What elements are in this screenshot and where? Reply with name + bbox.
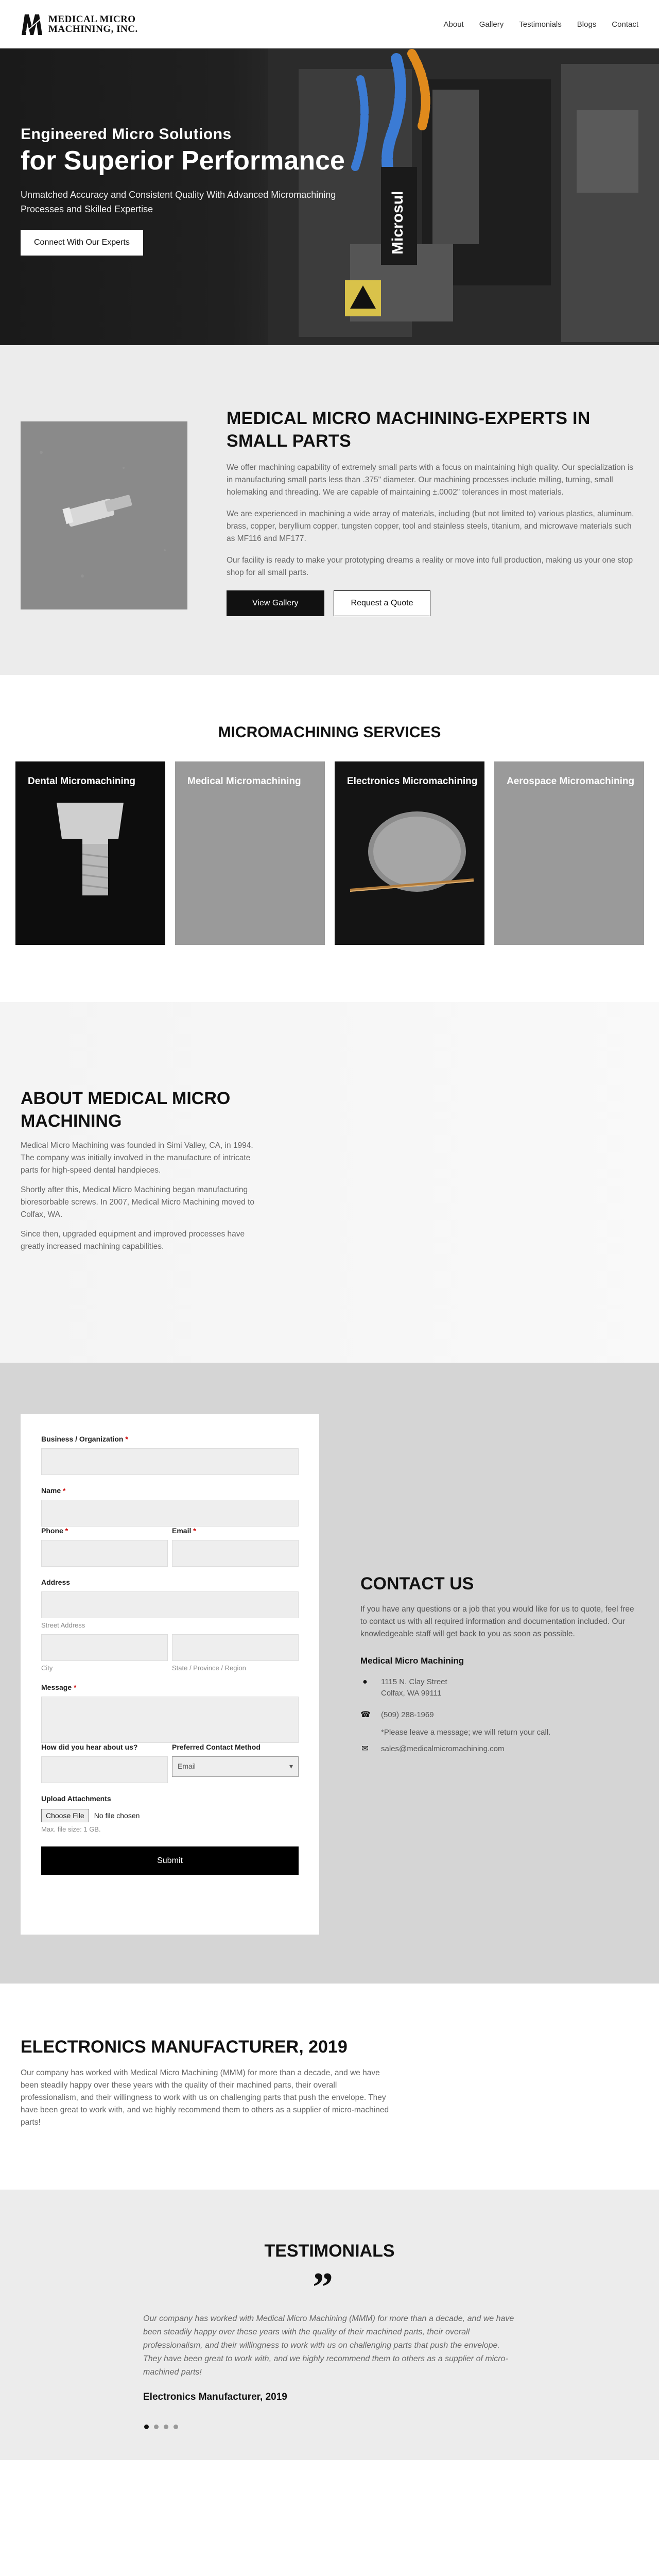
- preferred-label: Preferred Contact Method: [172, 1743, 261, 1751]
- city-sublabel: City: [41, 1664, 53, 1672]
- nav-blogs[interactable]: Blogs: [577, 20, 597, 29]
- about-paragraph-2: Shortly after this, Medical Micro Machining began manufacturing bioresorbable screws. In 2007, Medical Micro Machining moved to Colfax, WA.: [21, 1185, 255, 1219]
- contact-address-2: Colfax, WA 99111: [381, 1689, 442, 1698]
- no-file-text: No file chosen: [94, 1811, 140, 1820]
- slider-dot-3[interactable]: [164, 2425, 168, 2429]
- testimonial-text: Our company has worked with Medical Micro Machining (MMM) for more than a decade, and we have been steadily happy over these years with the quality of their machined parts, their overall professionalism, and their willingness to work with us on challenging parts that push the envelope. They have been great to work with, and we highly recommend them to others as a supplier of micro-machined parts!: [143, 2314, 514, 2377]
- chevron-down-icon: ▾: [289, 1762, 293, 1770]
- nav-contact[interactable]: Contact: [612, 20, 638, 29]
- hear-label: How did you hear about us?: [41, 1743, 138, 1751]
- business-input[interactable]: [41, 1448, 299, 1475]
- hero-title-line2: for Superior Performance: [21, 146, 345, 176]
- contact-note: *Please leave a message; we will return your call.: [381, 1728, 551, 1737]
- view-gallery-button[interactable]: View Gallery: [227, 590, 324, 616]
- footer: [0, 2460, 659, 2576]
- card-aerospace-label: Aerospace Micromachining: [507, 776, 635, 787]
- electronics-text: Our company has worked with Medical Micro Machining (MMM) for more than a decade, and we have been steadily happy over these years with the quality of their machined parts, their overall professionalism, and their willingness to work with us on challenging parts that push the envelope. They have been great to work with, and we highly recommend them to others as a supplier of micro-machined parts!: [21, 2069, 389, 2127]
- services-section: [0, 675, 659, 1002]
- state-sublabel: State / Province / Region: [172, 1664, 246, 1672]
- electronics-section: [0, 1984, 659, 2190]
- nav-testimonials[interactable]: Testimonials: [519, 20, 562, 29]
- submit-button[interactable]: Submit: [41, 1846, 299, 1875]
- nav-gallery[interactable]: Gallery: [479, 20, 504, 29]
- contact-phone[interactable]: (509) 288-1969: [381, 1710, 434, 1719]
- card-dental-label: Dental Micromachining: [28, 776, 136, 787]
- about-section: [0, 1002, 659, 1363]
- preferred-select[interactable]: Email ▾: [172, 1756, 299, 1777]
- card-medical-label: Medical Micromachining: [187, 776, 301, 787]
- dental-part-image: [15, 761, 165, 945]
- message-textarea[interactable]: [41, 1697, 299, 1743]
- contact-address-1: 1115 N. Clay Street: [381, 1677, 447, 1686]
- phone-icon: ☎: [360, 1710, 371, 1719]
- about-heading: ABOUT MEDICAL MICRO MACHINING: [21, 1089, 231, 1131]
- about-paragraph-3: Since then, upgraded equipment and improved processes have greatly increased machining capabilities.: [21, 1230, 245, 1251]
- slider-dot-2[interactable]: [154, 2425, 159, 2429]
- micro-part-image: [21, 421, 187, 609]
- services-title: MICROMACHINING SERVICES: [218, 724, 441, 741]
- about-paragraph-1: Medical Micro Machining was founded in Simi Valley, CA, in 1994. The company was initially involved in the manufacture of intricate parts for high-speed dental handpieces.: [21, 1141, 253, 1175]
- card-electronics-label: Electronics Micromachining: [347, 776, 478, 787]
- phone-label: Phone: [41, 1527, 63, 1535]
- street-sublabel: Street Address: [41, 1621, 85, 1629]
- electronics-part-image: [335, 761, 484, 945]
- name-label: Name: [41, 1486, 61, 1495]
- contact-company: Medical Micro Machining: [360, 1656, 464, 1666]
- street-input[interactable]: [41, 1591, 299, 1618]
- testimonials-section: [0, 2190, 659, 2460]
- message-label: Message: [41, 1683, 72, 1691]
- card-aerospace[interactable]: [494, 761, 644, 945]
- city-input[interactable]: [41, 1634, 168, 1661]
- upload-label: Upload Attachments: [41, 1794, 111, 1803]
- phone-input[interactable]: [41, 1540, 168, 1567]
- contact-email[interactable]: sales@medicalmicromachining.com: [381, 1744, 505, 1753]
- experts-heading: MEDICAL MICRO MACHINING-EXPERTS IN SMALL PARTS: [227, 409, 591, 451]
- experts-paragraph-2: We are experienced in machining a wide array of materials, including (but not limited to) various plastics, aluminum, brass, copper, beryllium copper, tungsten copper, tool and stainless steels, titanium, and microwave materials such as MF116 and MF177.: [227, 510, 634, 543]
- email-label: Email: [172, 1527, 192, 1535]
- quote-icon: ”: [313, 2265, 333, 2310]
- testimonial-author: Electronics Manufacturer, 2019: [143, 2392, 287, 2402]
- address-label: Address: [41, 1578, 71, 1586]
- experts-paragraph-3: Our facility is ready to make your prototyping dreams a reality or move into full production, making us your one stop shop for all small parts.: [227, 556, 633, 577]
- max-file-size: Max. file size: 1 GB.: [41, 1825, 101, 1833]
- site-header: [0, 0, 659, 48]
- card-medical[interactable]: [175, 761, 325, 945]
- contact-heading: CONTACT US: [360, 1574, 474, 1594]
- nav-about[interactable]: About: [443, 20, 464, 29]
- experts-section: [0, 345, 659, 675]
- slider-dot-1[interactable]: [144, 2425, 149, 2429]
- slider-dots: [144, 2425, 178, 2429]
- brand-line1: MEDICAL MICRO: [48, 14, 136, 25]
- contact-section: [0, 1363, 659, 1984]
- main-nav: [444, 20, 638, 29]
- card-electronics[interactable]: [335, 761, 484, 945]
- machine-label: Microsul: [389, 191, 406, 255]
- hero-title-line1: Engineered Micro Solutions: [21, 126, 232, 143]
- choose-file-button[interactable]: Choose File: [41, 1809, 89, 1822]
- slider-dot-4[interactable]: [174, 2425, 178, 2429]
- envelope-icon: ✉: [361, 1744, 369, 1753]
- testimonials-heading: TESTIMONIALS: [264, 2241, 395, 2261]
- contact-form: Business / Organization * Name * Phone * Email * Address Street Address City State / Province / Region Message * How did you hear about us? Preferred Contact Method Email ▾ Upload Attachments Choose File No file chosen Max. file size: 1 GB. Submit: [21, 1414, 319, 1935]
- electronics-heading: ELECTRONICS MANUFACTURER, 2019: [21, 2037, 348, 2057]
- request-quote-button[interactable]: Request a Quote: [334, 590, 431, 616]
- state-input[interactable]: [172, 1634, 299, 1661]
- experts-paragraph-1: We offer machining capability of extremely small parts with a focus on maintaining high quality. Our specialization is in manufacturing small parts less than .375" diameter. Our machining processes include milling, turning, small holemaking and threading. We are capable of maintaining ±.0002" tolerances in most materials.: [227, 463, 634, 497]
- hero-text: Unmatched Accuracy and Consistent Quality With Advanced Micromachining Processes and Skilled Expertise: [21, 190, 336, 214]
- connect-experts-button[interactable]: Connect With Our Experts: [21, 230, 143, 256]
- brand-line2: MACHINING, INC.: [48, 24, 138, 35]
- map-pin-icon: ●: [362, 1677, 368, 1686]
- logo[interactable]: [21, 12, 138, 36]
- hero: [0, 48, 659, 345]
- email-input[interactable]: [172, 1540, 299, 1567]
- contact-text: If you have any questions or a job that you would like for us to quote, feel free to contact us with all required information and documentation included. Our knowledgeable staff will get back to you as soon as possible.: [360, 1605, 634, 1638]
- logo-icon: [21, 12, 44, 36]
- name-input[interactable]: [41, 1500, 299, 1527]
- business-label: Business / Organization: [41, 1435, 124, 1443]
- hear-input[interactable]: [41, 1756, 168, 1783]
- card-dental[interactable]: [15, 761, 165, 945]
